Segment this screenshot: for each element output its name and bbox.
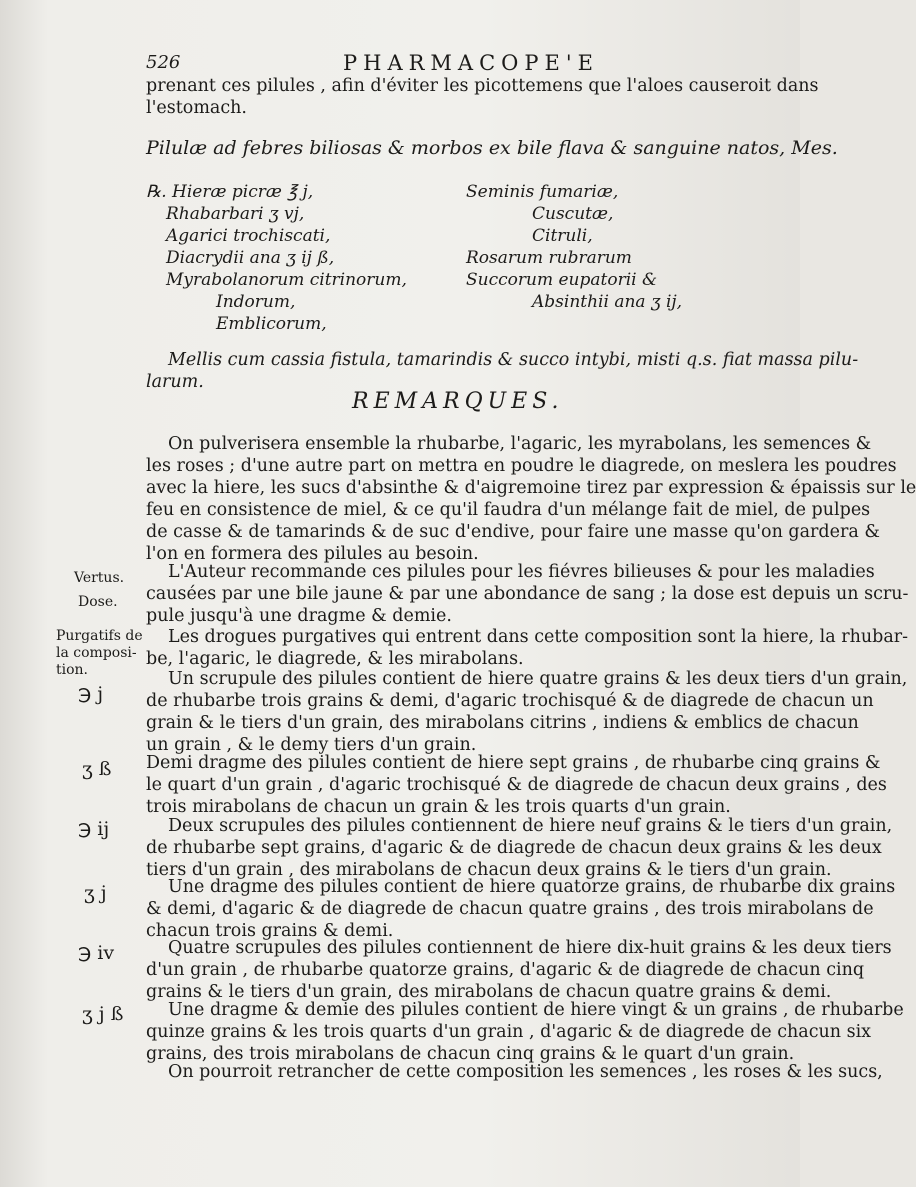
text-line: feu en consistence de miel, & ce qu'il faudra d'un mélange fait de miel, de pulpes	[146, 500, 871, 520]
intro-line: prenant ces pilules , afin d'éviter les picottemens que l'aloes causeroit dans	[146, 76, 819, 96]
margin-dose-symbol: ʒ j	[84, 882, 107, 904]
margin-note-purgatifs	[56, 628, 143, 679]
margin-dose-symbol: ℈ j	[78, 683, 104, 705]
ingredient: Agarici trochiscati,	[166, 226, 331, 246]
remarques-heading: REMARQUES.	[352, 389, 564, 414]
running-title: PHARMACOPE'E	[343, 51, 599, 75]
mellis-line: larum.	[146, 372, 204, 392]
margin-dose-symbol: ℈ ij	[78, 818, 110, 840]
margin-note-vertus: Vertus.	[74, 570, 125, 586]
text-line: grain & le tiers d'un grain, des mirabolans citrins , indiens & emblics de chacun	[146, 713, 859, 733]
text-line: causées par une bile jaune & par une abondance de sang ; la dose est depuis un scru-	[146, 584, 909, 604]
ingredient: ℞. Hieræ picræ ℥ j,	[146, 182, 314, 202]
ingredient: Emblicorum,	[216, 314, 327, 334]
margin-line: Purgatifs de	[56, 628, 143, 644]
intro-line: l'estomach.	[146, 98, 247, 118]
ingredient: Myrabolanorum citrinorum,	[166, 270, 407, 290]
text-line: Une dragme & demie des pilules contient de hiere vingt & un grains , de rhubarbe	[168, 1000, 904, 1020]
text-line: chacun trois grains & demi.	[146, 921, 394, 941]
text-line: & demi, d'agaric & de diagrede de chacun quatre grains , des trois mirabolans de	[146, 899, 874, 919]
text-line: be, l'agaric, le diagrede, & les mirabolans.	[146, 649, 524, 669]
ingredient: Rhabarbari ʒ vj,	[166, 204, 305, 224]
text-line: Une dragme des pilules contient de hiere quatorze grains, de rhubarbe dix grains	[168, 877, 896, 897]
recipe-title: Pilulæ ad febres biliosas & morbos ex bile flava & sanguine natos, Mes.	[146, 137, 838, 159]
text-line: un grain , & le demy tiers d'un grain.	[146, 735, 477, 755]
text-line: d'un grain , de rhubarbe quatorze grains, d'agaric & de diagrede de chacun cinq	[146, 960, 865, 980]
paragraph-2	[146, 561, 909, 627]
margin-note-dose: Dose.	[78, 594, 118, 610]
margin-dose-symbol: ʒ ß	[82, 758, 112, 780]
text-line: le quart d'un grain , d'agaric trochisqué & de diagrede de chacun deux grains , des	[146, 775, 887, 795]
paragraph-6	[146, 815, 893, 881]
text-line: quinze grains & les trois quarts d'un grain , d'agaric & de diagrede de chacun six	[146, 1022, 872, 1042]
text-line: Deux scrupules des pilules contiennent de hiere neuf grains & le tiers d'un grain,	[168, 816, 893, 836]
paragraph-4	[146, 668, 908, 756]
ingredient: Cuscutæ,	[532, 204, 614, 224]
text-line: l'on en formera des pilules au besoin.	[146, 544, 479, 564]
text-line: Quatre scrupules des pilules contiennent de hiere dix-huit grains & les deux tiers	[168, 938, 892, 958]
ingredient: Diacrydii ana ʒ ij ß,	[166, 248, 335, 268]
paragraph-1	[146, 433, 916, 565]
mellis-instruction	[146, 349, 859, 393]
margin-dose-symbol: ℈ iv	[78, 942, 115, 964]
ingredient: Seminis fumariæ,	[466, 182, 619, 202]
paragraph-8	[146, 937, 892, 1003]
text-line: On pulverisera ensemble la rhubarbe, l'agaric, les myrabolans, les semences &	[168, 434, 872, 454]
margin-dose-symbol: ʒ j ß	[82, 1003, 124, 1025]
margin-line: tion.	[56, 662, 88, 678]
text-line: Demi dragme des pilules contient de hiere sept grains , de rhubarbe cinq grains &	[146, 753, 881, 773]
ingredients-right	[466, 181, 682, 313]
text-line: On pourroit retrancher de cette composition les semences , les roses & les sucs,	[168, 1062, 883, 1082]
text-line: de rhubarbe sept grains, d'agaric & de diagrede de chacun deux grains & les deux	[146, 838, 882, 858]
text-line: les roses ; d'une autre part on mettra en poudre le diagrede, on meslera les poudres	[146, 456, 897, 476]
mellis-line: Mellis cum cassia fistula, tamarindis & succo intybi, misti q.s. fiat massa pilu-	[168, 350, 859, 370]
text-line: avec la hiere, les sucs d'absinthe & d'aigremoine tirez par expression & épaissis sur le	[146, 478, 916, 498]
text-line: pule jusqu'à une dragme & demie.	[146, 606, 452, 626]
margin-line: la composi-	[56, 645, 137, 661]
text-line: grains & le tiers d'un grain, des mirabolans de chacun quatre grains & demi.	[146, 982, 832, 1002]
text-line: de casse & de tamarinds & de suc d'endive, pour faire une masse qu'on gardera &	[146, 522, 880, 542]
text-line: grains, des trois mirabolans de chacun cinq grains & le quart d'un grain.	[146, 1044, 795, 1064]
ingredient: Rosarum rubrarum	[466, 248, 632, 268]
ingredients-left	[146, 181, 407, 335]
text-line: Un scrupule des pilules contient de hiere quatre grains & les deux tiers d'un grain,	[168, 669, 908, 689]
ingredient: Absinthii ana ʒ ij,	[532, 292, 683, 312]
ingredient: Succorum eupatorii &	[466, 270, 658, 290]
paragraph-5	[146, 752, 887, 818]
paragraph-9	[146, 999, 904, 1065]
text-line: L'Auteur recommande ces pilules pour les fiévres bilieuses & pour les maladies	[168, 562, 875, 582]
intro-text	[146, 75, 819, 119]
ingredient: Indorum,	[216, 292, 296, 312]
text-line: Les drogues purgatives qui entrent dans cette composition sont la hiere, la rhubar-	[168, 627, 909, 647]
paragraph-3	[146, 626, 909, 670]
text-line: tiers d'un grain , des mirabolans de chacun deux grains & le tiers d'un grain.	[146, 860, 832, 880]
paragraph-10	[146, 1061, 883, 1083]
page-number: 526	[146, 52, 181, 73]
ingredient: Citruli,	[532, 226, 593, 246]
text-line: trois mirabolans de chacun un grain & les trois quarts d'un grain.	[146, 797, 731, 817]
paragraph-7	[146, 876, 896, 942]
text-line: de rhubarbe trois grains & demi, d'agaric trochisqué & de diagrede de chacun un	[146, 691, 874, 711]
